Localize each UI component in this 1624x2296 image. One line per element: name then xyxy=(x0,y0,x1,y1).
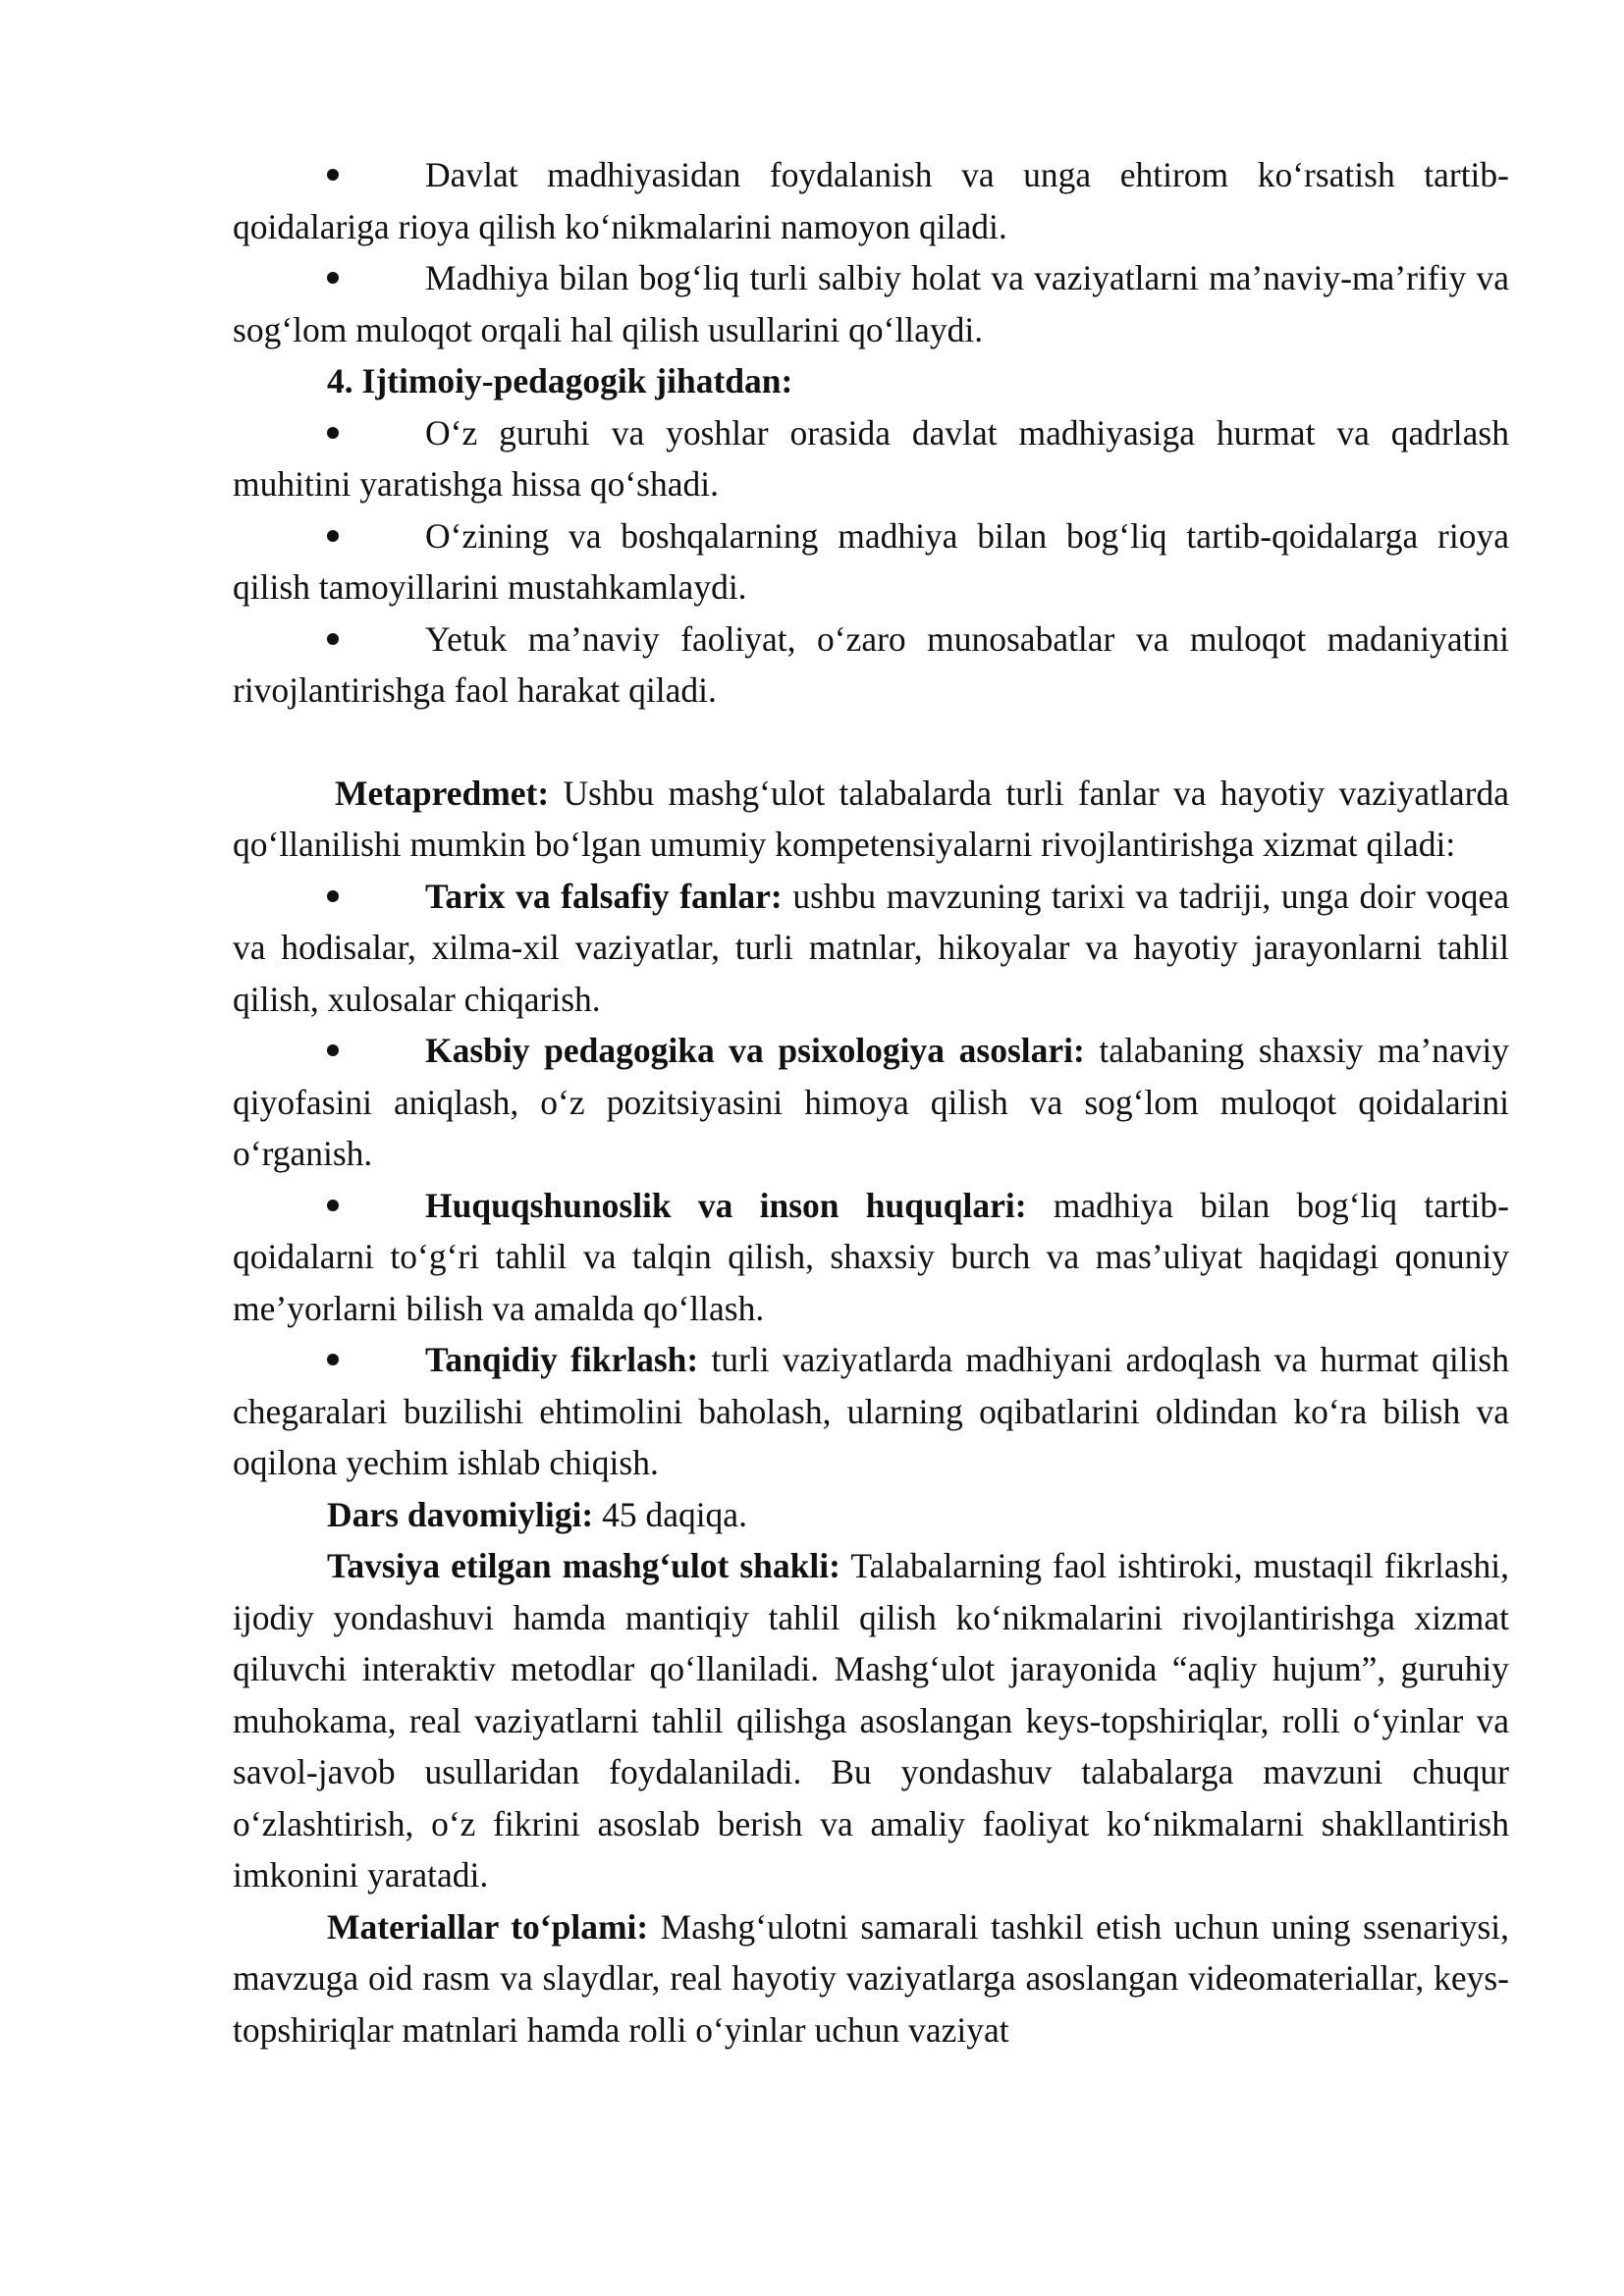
bullet-item: Yetuk ma’naviy faoliyat, o‘zaro munosabatlar va muloqot madaniyatini rivojlantirishga faol harakat qiladi. xyxy=(233,618,1509,710)
bullet-icon xyxy=(327,1200,339,1211)
bullet-icon xyxy=(327,633,339,645)
bullet-item: Madhiya bilan bog‘liq turli salbiy holat va vaziyatlarni ma’naviy-ma’rifiy va sog‘lom muloqot orqali hal qilish usullarini qo‘llaydi. xyxy=(233,258,1509,349)
bullet-icon xyxy=(327,530,339,542)
bullet-icon xyxy=(327,1044,339,1056)
bullet-item: Davlat madhiyasidan foydalanish va unga ehtirom ko‘rsatish tartib-qoidalariga rioya qilish ko‘nikmalarini namoyon qiladi. xyxy=(233,155,1509,246)
bullet-item: O‘zining va boshqalarning madhiya bilan bog‘liq tartib-qoidalarga rioya qilish tamoyillarini mustahkamlaydi. xyxy=(233,515,1509,607)
paragraph-gap xyxy=(233,717,1509,768)
bullet-item: Tarix va falsafiy fanlar: ushbu mavzuning tarixi va tadriji, unga doir voqea va hodisalar, xilma-xil vaziyatlar, turli matnlar, hikoyalar va hayotiy jarayonlarni tahlil qilish, xulosalar chiqarish. xyxy=(233,876,1510,1019)
bullet-item: Tanqidiy fikrlash: turli vaziyatlarda madhiyani ardoqlash va hurmat qilish chegaralari buzilishi ehtimolini baholash, ularning oqibatlarini oldindan ko‘ra bilish va oqilona yechim ishlab chiqish. xyxy=(233,1340,1509,1482)
materials-paragraph: Materiallar to‘plami: Mashg‘ulotni samarali tashkil etish uchun uning ssenariysi, mavzuga oid rasm va slaydlar, real hayotiy vaziyatlarga asoslangan videomateriallar, keys-topshiriqlar matnlari hamda rolli o‘yinlar uchun vaziyat xyxy=(233,1906,1509,2050)
section-heading: 4. Ijtimoiy-pedagogik jihatdan: xyxy=(327,361,793,400)
bullet-icon xyxy=(327,890,339,902)
bullet-item: O‘z guruhi va yoshlar orasida davlat madhiyasiga hurmat va qadrlash muhitini yaratishga hissa qo‘shadi. xyxy=(233,412,1509,504)
bullet-icon xyxy=(327,427,339,439)
bullet-item: Kasbiy pedagogika va psixologiya asoslari: talabaning shaxsiy ma’naviy qiyofasini aniqlash, o‘z pozitsiyasini himoya qilish va sog‘lom muloqot qoidalarini o‘rganish. xyxy=(233,1031,1510,1173)
duration-paragraph: Dars davomiyligi: 45 daqiqa. xyxy=(327,1494,747,1534)
bullet-icon xyxy=(327,272,339,284)
bullet-icon xyxy=(327,169,339,181)
document-page xyxy=(233,149,1509,2056)
bullet-icon xyxy=(327,1354,339,1365)
form-paragraph: Tavsiya etilgan mashg‘ulot shakli: Talabalarning faol ishtiroki, mustaqil fikrlashi, ijodiy yondashuvi hamda mantiqiy tahlil qilish ko‘nikmalarini rivojlantirishga xizmat qiluvchi interaktiv metodlar qo‘llaniladi. Mashg‘ulot jarayonida “aqliy hujum”, guruhiy muhokama, real vaziyatlarni tahlil qilishga asoslangan keys-topshiriqlar, rolli o‘yinlar va savol-javob usullaridan foydalaniladi. Bu yondashuv talabalarga mavzuni chuqur o‘zlashtirish, o‘z fikrini asoslab berish va amaliy faoliyat ko‘nikmalarni shakllantirish imkonini yaratadi. xyxy=(233,1546,1509,1895)
bullet-item: Huquqshunoslik va inson huquqlari: madhiya bilan bog‘liq tartib-qoidalarni to‘g‘ri tahlil va talqin qilish, shaxsiy burch va mas’uliyat haqidagi qonuniy me’yorlarni bilish va amalda qo‘llash. xyxy=(233,1185,1510,1328)
metapredmet-paragraph: Metapredmet: Ushbu mashg‘ulot talabalarda turli fanlar va hayotiy vaziyatlarda qo‘llanilishi mumkin bo‘lgan umumiy kompetensiyalarni rivojlantirishga xizmat qiladi: xyxy=(233,773,1509,864)
